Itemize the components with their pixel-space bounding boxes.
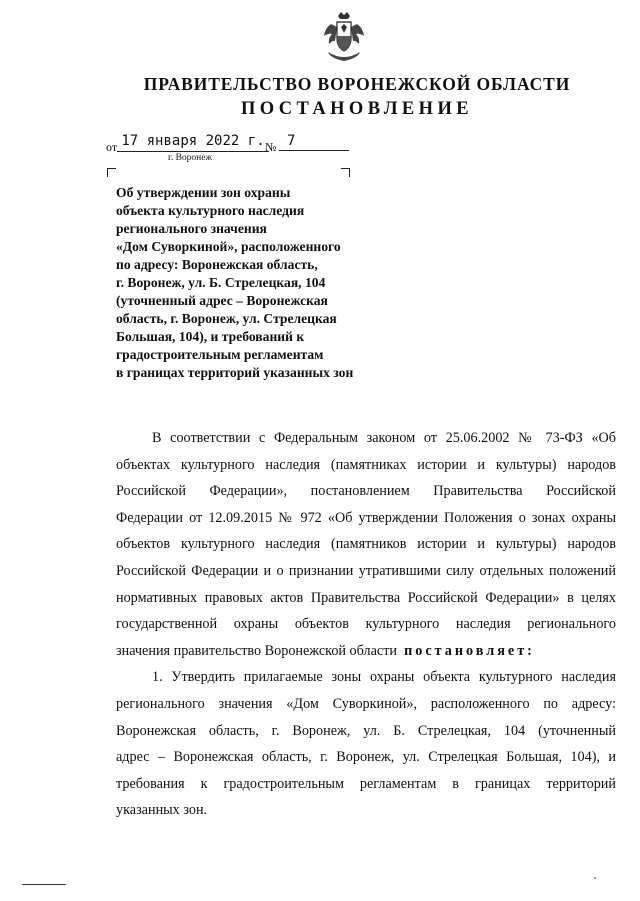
body-line: Воронежская область, г. Воронеж, ул. Б. Стрелецкая, 104 (уточненный bbox=[116, 722, 616, 739]
subject-line: «Дом Суворкиной», расположенного bbox=[116, 239, 341, 254]
body-line: объектах культурного наследия (памятниках истории и культуры) народов bbox=[116, 456, 616, 473]
coat-of-arms-icon bbox=[322, 10, 366, 64]
subject-line: Большая, 104), и требований к bbox=[116, 329, 305, 344]
scan-speck bbox=[594, 877, 596, 879]
body-line: нормативных правовых актов Правительства Российской Федерации» в целях bbox=[116, 589, 616, 606]
body-line: Федерации от 12.09.2015 № 972 «Об утверждении Положения о зонах охраны bbox=[116, 509, 616, 526]
body-line: В соответствии с Федеральным законом от 25.06.2002 № 73-ФЗ «Об bbox=[152, 430, 616, 446]
body-line-text: значения правительство Воронежской области bbox=[116, 642, 397, 659]
government-title: ПРАВИТЕЛЬСТВО ВОРОНЕЖСКОЙ ОБЛАСТИ bbox=[143, 74, 571, 94]
corner-mark-left bbox=[107, 168, 116, 177]
subject-line: по адресу: Воронежская область, bbox=[116, 257, 318, 272]
body-line: Российской Федерации», постановлением Правительства Российской bbox=[116, 483, 616, 500]
subject-line: (уточненный адрес – Воронежская bbox=[116, 293, 328, 308]
footer-rule bbox=[22, 884, 66, 885]
body-line: указанных зон. bbox=[116, 802, 208, 819]
body-line: адрес – Воронежская область, г. Воронеж, ул. Стрелецкая Большая, 104), и bbox=[116, 749, 616, 766]
number-label: № bbox=[265, 140, 277, 154]
body-line bbox=[116, 638, 616, 665]
body-line: Российской Федерации и о признании утратившими силу отдельных положений bbox=[116, 562, 616, 579]
city-label: г. Воронеж bbox=[168, 153, 213, 163]
document-type: ПОСТАНОВЛЕНИЕ bbox=[240, 99, 473, 119]
date-prefix: от bbox=[106, 140, 118, 154]
body-line: регионального значения «Дом Суворкиной», расположенного по адресу: bbox=[116, 695, 616, 712]
number-field: 7 bbox=[279, 131, 349, 151]
body-line: требования к градостроительным регламентам в границах территорий bbox=[116, 775, 616, 792]
body-line: объектов культурного наследия (памятников истории и культуры) народов bbox=[116, 536, 616, 553]
resolves-word: постановляет: bbox=[404, 642, 535, 659]
subject-line: область, г. Воронеж, ул. Стрелецкая bbox=[116, 311, 337, 326]
body-line: государственной охраны объектов культурного наследия регионального bbox=[116, 616, 616, 633]
date-field: 17 января 2022 г. bbox=[117, 131, 269, 152]
body-line: 1. Утвердить прилагаемые зоны охраны объекта культурного наследия bbox=[152, 669, 616, 686]
corner-mark-right bbox=[341, 168, 350, 177]
subject-line: г. Воронеж, ул. Б. Стрелецкая, 104 bbox=[116, 275, 326, 290]
document-body bbox=[116, 425, 616, 824]
document-subject bbox=[116, 184, 396, 382]
subject-line: Об утверждении зон охраны bbox=[116, 185, 291, 200]
subject-line: объекта культурного наследия bbox=[116, 203, 305, 218]
subject-line: градостроительным регламентам bbox=[116, 347, 324, 362]
subject-line: регионального значения bbox=[116, 221, 267, 236]
subject-line: в границах территорий указанных зон bbox=[116, 365, 354, 380]
